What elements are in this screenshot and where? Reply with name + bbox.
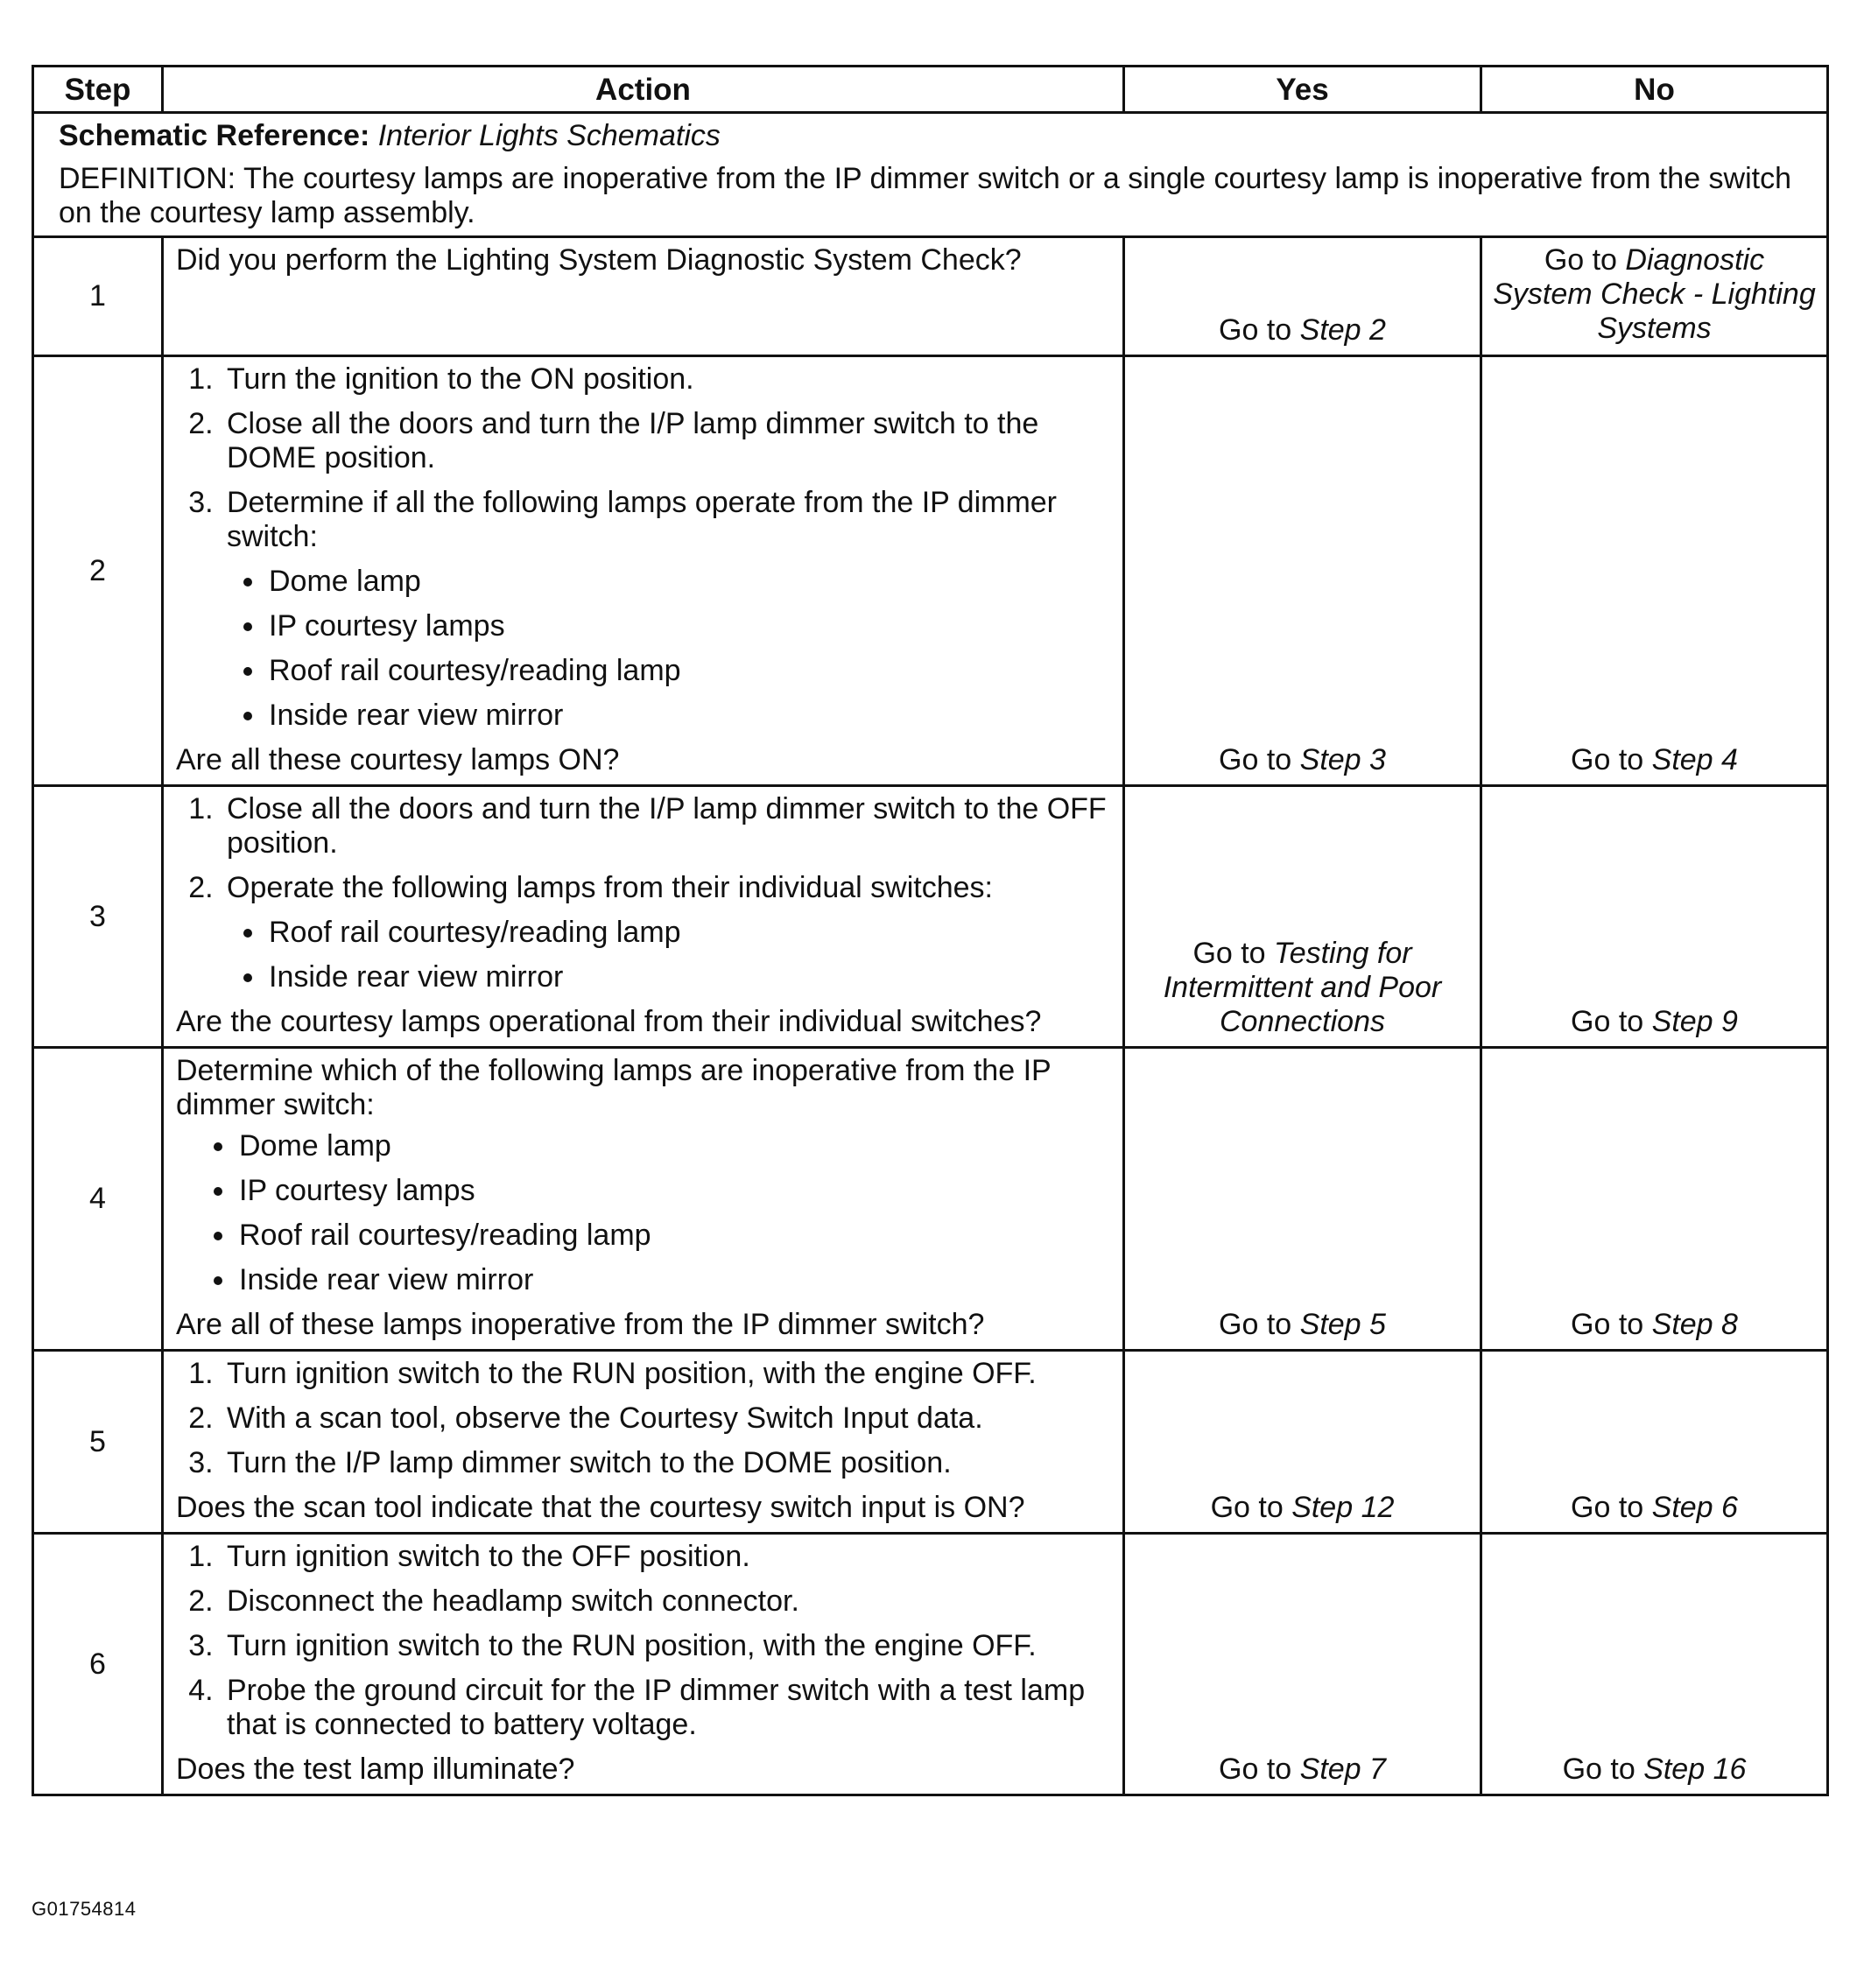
step-number: 5	[33, 1351, 163, 1534]
procedure-item: 2. Disconnect the headlamp switch connector.	[222, 1584, 1114, 1619]
step-number: 2	[33, 356, 163, 786]
header-row	[33, 67, 1828, 113]
no-cell	[1481, 1534, 1828, 1795]
procedure-item: 1. Turn the ignition to the ON position.	[222, 362, 1114, 397]
step-row	[33, 786, 1828, 1048]
procedure-item: 2. With a scan tool, observe the Courtesy Switch Input data.	[222, 1401, 1114, 1436]
no-cell	[1481, 1351, 1828, 1534]
yes-prefix: Go to	[1219, 743, 1300, 776]
step-row	[33, 237, 1828, 356]
yes-cell	[1124, 1048, 1481, 1351]
no-prefix: Go to	[1562, 1753, 1644, 1786]
yes-link[interactable]: Step 2	[1299, 313, 1386, 347]
action-cell	[163, 1534, 1124, 1795]
procedure-item: 4. Probe the ground circuit for the IP dimmer switch with a test lamp that is connected to battery voltage.	[222, 1674, 1114, 1742]
yes-prefix: Go to	[1210, 1491, 1292, 1524]
no-prefix: Go to	[1571, 1308, 1652, 1341]
no-cell	[1481, 237, 1828, 356]
step-row	[33, 1534, 1828, 1795]
yes-link[interactable]: Step 5	[1299, 1308, 1386, 1341]
lamp-item: • Inside rear view mirror	[237, 1263, 1114, 1297]
yes-cell	[1124, 356, 1481, 786]
step-intro: Determine which of the following lamps are inoperative from the IP dimmer switch:	[176, 1054, 1052, 1121]
procedure-item: 2. Operate the following lamps from their individual switches:	[222, 871, 1114, 905]
lamp-list	[176, 565, 1114, 733]
yes-link[interactable]: Step 7	[1299, 1753, 1386, 1786]
step-number: 6	[33, 1534, 163, 1795]
header-yes: Yes	[1124, 67, 1481, 113]
action-cell	[163, 786, 1124, 1048]
figure-id: G01754814	[32, 1898, 137, 1920]
lamp-list	[176, 1129, 1114, 1297]
diagnostic-table	[32, 65, 1829, 1796]
step-number: 3	[33, 786, 163, 1048]
lamp-item: • IP courtesy lamps	[237, 1174, 1114, 1208]
yes-link[interactable]: Step 12	[1291, 1491, 1395, 1524]
lamp-item: • Inside rear view mirror	[267, 960, 1114, 994]
no-link[interactable]: Diagnostic System Check - Lighting Systems	[1493, 243, 1816, 345]
step-question: Are the courtesy lamps operational from their individual switches?	[176, 1005, 1042, 1038]
lamp-item: • Dome lamp	[267, 565, 1114, 599]
procedure-list	[176, 362, 1114, 554]
procedure-item: 3. Turn ignition switch to the RUN position, with the engine OFF.	[222, 1629, 1114, 1663]
yes-cell	[1124, 1351, 1481, 1534]
no-link[interactable]: Step 16	[1643, 1753, 1747, 1786]
yes-link[interactable]: Step 3	[1299, 743, 1386, 776]
no-prefix: Go to	[1571, 1005, 1652, 1038]
step-row	[33, 1048, 1828, 1351]
definition-text: DEFINITION: The courtesy lamps are inoperative from the IP dimmer switch or a single courtesy lamp is inoperative from the switch on the courtesy lamp assembly.	[59, 162, 1792, 229]
header-no: No	[1481, 67, 1828, 113]
action-cell	[163, 237, 1124, 356]
yes-prefix: Go to	[1219, 1753, 1300, 1786]
procedure-list	[176, 1540, 1114, 1742]
procedure-list	[176, 792, 1114, 905]
schematic-reference	[59, 119, 1816, 153]
step-question: Are all of these lamps inoperative from the IP dimmer switch?	[176, 1308, 985, 1341]
yes-prefix: Go to	[1219, 1308, 1300, 1341]
schematic-reference-link[interactable]: Interior Lights Schematics	[377, 119, 721, 152]
action-cell	[163, 1351, 1124, 1534]
step-number: 4	[33, 1048, 163, 1351]
step-row	[33, 356, 1828, 786]
no-prefix: Go to	[1544, 243, 1626, 277]
procedure-item: 3. Turn the I/P lamp dimmer switch to the DOME position.	[222, 1446, 1114, 1480]
yes-prefix: Go to	[1219, 313, 1300, 347]
reference-cell	[33, 113, 1828, 237]
no-cell	[1481, 786, 1828, 1048]
lamp-item: • IP courtesy lamps	[267, 609, 1114, 643]
procedure-item: 3. Determine if all the following lamps operate from the IP dimmer switch:	[222, 486, 1114, 554]
schematic-reference-label: Schematic Reference:	[59, 119, 370, 152]
procedure-list	[176, 1357, 1114, 1480]
no-link[interactable]: Step 6	[1651, 1491, 1738, 1524]
lamp-list	[176, 916, 1114, 994]
no-cell	[1481, 356, 1828, 786]
no-prefix: Go to	[1571, 1491, 1652, 1524]
no-prefix: Go to	[1571, 743, 1652, 776]
step-question: Does the test lamp illuminate?	[176, 1753, 575, 1786]
yes-cell	[1124, 237, 1481, 356]
step-question: Did you perform the Lighting System Diagnostic System Check?	[176, 243, 1022, 277]
action-cell	[163, 356, 1124, 786]
no-link[interactable]: Step 8	[1651, 1308, 1738, 1341]
procedure-item: 2. Close all the doors and turn the I/P lamp dimmer switch to the DOME position.	[222, 407, 1114, 475]
lamp-item: • Roof rail courtesy/reading lamp	[267, 916, 1114, 950]
no-cell	[1481, 1048, 1828, 1351]
yes-prefix: Go to	[1192, 937, 1275, 970]
step-number: 1	[33, 237, 163, 356]
lamp-item: • Roof rail courtesy/reading lamp	[237, 1219, 1114, 1253]
lamp-item: • Dome lamp	[237, 1129, 1114, 1163]
step-question: Does the scan tool indicate that the courtesy switch input is ON?	[176, 1491, 1025, 1524]
no-link[interactable]: Step 9	[1651, 1005, 1738, 1038]
no-link[interactable]: Step 4	[1651, 743, 1738, 776]
lamp-item: • Roof rail courtesy/reading lamp	[267, 654, 1114, 688]
reference-row	[33, 113, 1828, 237]
yes-cell	[1124, 1534, 1481, 1795]
action-cell	[163, 1048, 1124, 1351]
yes-cell	[1124, 786, 1481, 1048]
procedure-item: 1. Close all the doors and turn the I/P lamp dimmer switch to the OFF position.	[222, 792, 1114, 861]
step-row	[33, 1351, 1828, 1534]
procedure-item: 1. Turn ignition switch to the OFF position.	[222, 1540, 1114, 1574]
lamp-item: • Inside rear view mirror	[267, 699, 1114, 733]
yes-link[interactable]: Testing for Intermittent and Poor Connections	[1163, 937, 1442, 1038]
step-question: Are all these courtesy lamps ON?	[176, 743, 620, 776]
header-step: Step	[33, 67, 163, 113]
header-action: Action	[163, 67, 1124, 113]
procedure-item: 1. Turn ignition switch to the RUN position, with the engine OFF.	[222, 1357, 1114, 1391]
